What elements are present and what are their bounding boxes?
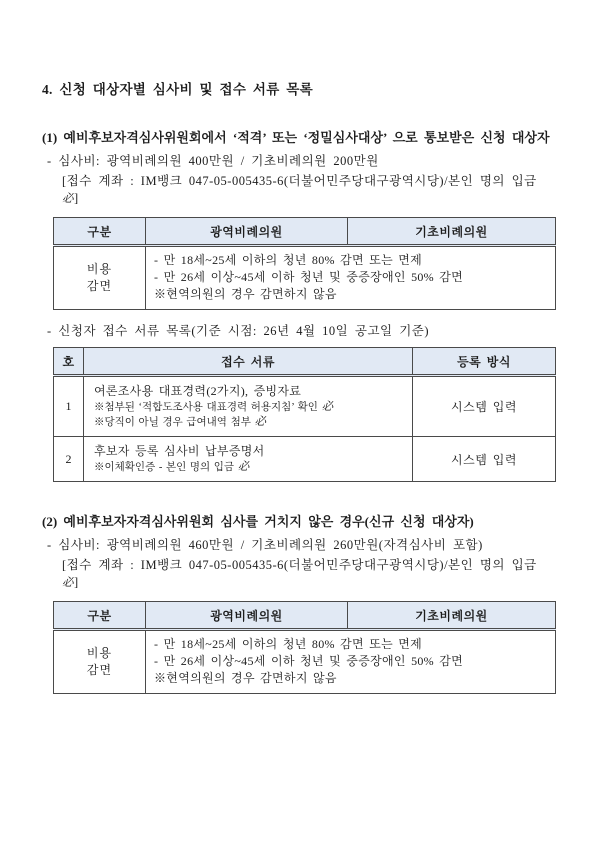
fee-reduction-line2: - 만 26세 이상~45세 이하 청년 및 중증장애인 50% 감면 bbox=[154, 654, 464, 668]
fee-reduction-line1: - 만 18세~25세 이하의 청년 80% 감면 또는 면제 bbox=[154, 253, 423, 267]
doc-row2-main: 후보자 등록 심사비 납부증명서 bbox=[94, 444, 265, 458]
fee-table-header-row bbox=[54, 218, 556, 246]
section-1 bbox=[42, 130, 558, 482]
required-mark: 必 bbox=[62, 577, 74, 589]
required-mark: 必 bbox=[237, 461, 250, 473]
docs-table-row-1 bbox=[54, 376, 556, 437]
section2-account-line bbox=[62, 557, 558, 592]
fee-reduction-detail-cell bbox=[146, 246, 556, 310]
fee-table-header-metro: 광역비례의원 bbox=[146, 218, 348, 246]
fee-reduction-label-line1: 비용 bbox=[86, 646, 113, 660]
section1-fee-table bbox=[53, 217, 556, 310]
account-bracket-close: ] bbox=[74, 191, 79, 205]
fee-reduction-detail-cell bbox=[146, 630, 556, 694]
required-mark: 必 bbox=[254, 416, 266, 428]
note-text: ※첨부된 ‘적합도조사용 대표경력 허용지침’ 확인 bbox=[94, 402, 322, 413]
fee-reduction-label-line1: 비용 bbox=[86, 262, 113, 276]
fee-reduction-label-line2: 감면 bbox=[86, 663, 113, 677]
doc-row2-no: 2 bbox=[54, 437, 84, 482]
doc-row1-note1 bbox=[94, 400, 408, 415]
docs-table-header-method: 등록 방식 bbox=[413, 348, 556, 376]
fee-reduction-label-line2: 감면 bbox=[86, 279, 113, 293]
doc-row2-method: 시스템 입력 bbox=[413, 437, 556, 482]
section2-fee-line: - 심사비: 광역비례의원 460만원 / 기초비례의원 260만원(자격심사비 포함) bbox=[47, 538, 483, 552]
docs-table-header-docs: 접수 서류 bbox=[84, 348, 413, 376]
doc-row2-docs-cell bbox=[84, 437, 413, 482]
doc-row1-method: 시스템 입력 bbox=[413, 376, 556, 437]
fee-table-header-basic: 기초비례의원 bbox=[348, 602, 556, 630]
section1-fee-line: - 심사비: 광역비례의원 400만원 / 기초비례의원 200만원 bbox=[47, 154, 379, 168]
fee-reduction-line2: - 만 26세 이상~45세 이하 청년 및 중증장애인 50% 감면 bbox=[154, 270, 464, 284]
account-bracket-close: ] bbox=[74, 575, 79, 589]
fee-table-header-category: 구분 bbox=[54, 602, 146, 630]
section2-heading: (2) 예비후보자자격심사위원회 심사를 거치지 않은 경우(신규 신청 대상자) bbox=[42, 514, 474, 529]
fee-reduction-line1: - 만 18세~25세 이하의 청년 80% 감면 또는 면제 bbox=[154, 637, 423, 651]
account-text: [접수 계좌 : IM뱅크 047-05-005435-6(더불어민주당대구광역시당)/본인 명의 입금 bbox=[62, 174, 537, 188]
doc-row1-no: 1 bbox=[54, 376, 84, 437]
doc-row1-note2 bbox=[94, 415, 408, 430]
section2-fee-table bbox=[53, 601, 556, 694]
docs-table-header-no: 호 bbox=[54, 348, 84, 376]
section1-account-line bbox=[62, 173, 558, 208]
fee-table-header-metro: 광역비례의원 bbox=[146, 602, 348, 630]
required-mark: 必 bbox=[321, 401, 334, 413]
fee-reduction-label-cell bbox=[54, 246, 146, 310]
doc-row1-docs-cell bbox=[84, 376, 413, 437]
doc-row2-note1 bbox=[94, 460, 408, 475]
docs-table-row-2 bbox=[54, 437, 556, 482]
docs-list-title: - 신청자 접수 서류 목록(기준 시점: 26년 4월 10일 공고일 기준) bbox=[47, 324, 430, 338]
note-text: ※당직이 아닐 경우 급여내역 첨부 bbox=[94, 417, 255, 428]
fee-table-body-row bbox=[54, 246, 556, 310]
note-text: ※이체확인증 - 본인 명의 입금 bbox=[94, 462, 238, 473]
fee-table-header-category: 구분 bbox=[54, 218, 146, 246]
section-2 bbox=[42, 514, 558, 694]
required-mark: 必 bbox=[62, 193, 74, 205]
fee-reduction-line3: ※현역의원의 경우 감면하지 않음 bbox=[154, 287, 337, 301]
fee-table-header-basic: 기초비례의원 bbox=[348, 218, 556, 246]
fee-reduction-label-cell bbox=[54, 630, 146, 694]
docs-table-header-row bbox=[54, 348, 556, 376]
fee-reduction-line3: ※현역의원의 경우 감면하지 않음 bbox=[154, 671, 337, 685]
page-title: 4. 신청 대상자별 심사비 및 접수 서류 목록 bbox=[42, 82, 313, 97]
section1-heading: (1) 예비후보자격심사위원회에서 ‘적격’ 또는 ‘정밀심사대상’ 으로 통보받은 신청 대상자 bbox=[42, 130, 550, 145]
docs-table bbox=[53, 347, 556, 482]
account-text: [접수 계좌 : IM뱅크 047-05-005435-6(더불어민주당대구광역시당)/본인 명의 입금 bbox=[62, 558, 537, 572]
fee-table-body-row bbox=[54, 630, 556, 694]
fee-table-header-row bbox=[54, 602, 556, 630]
doc-row1-main: 여론조사용 대표경력(2가지), 증빙자료 bbox=[94, 384, 302, 398]
